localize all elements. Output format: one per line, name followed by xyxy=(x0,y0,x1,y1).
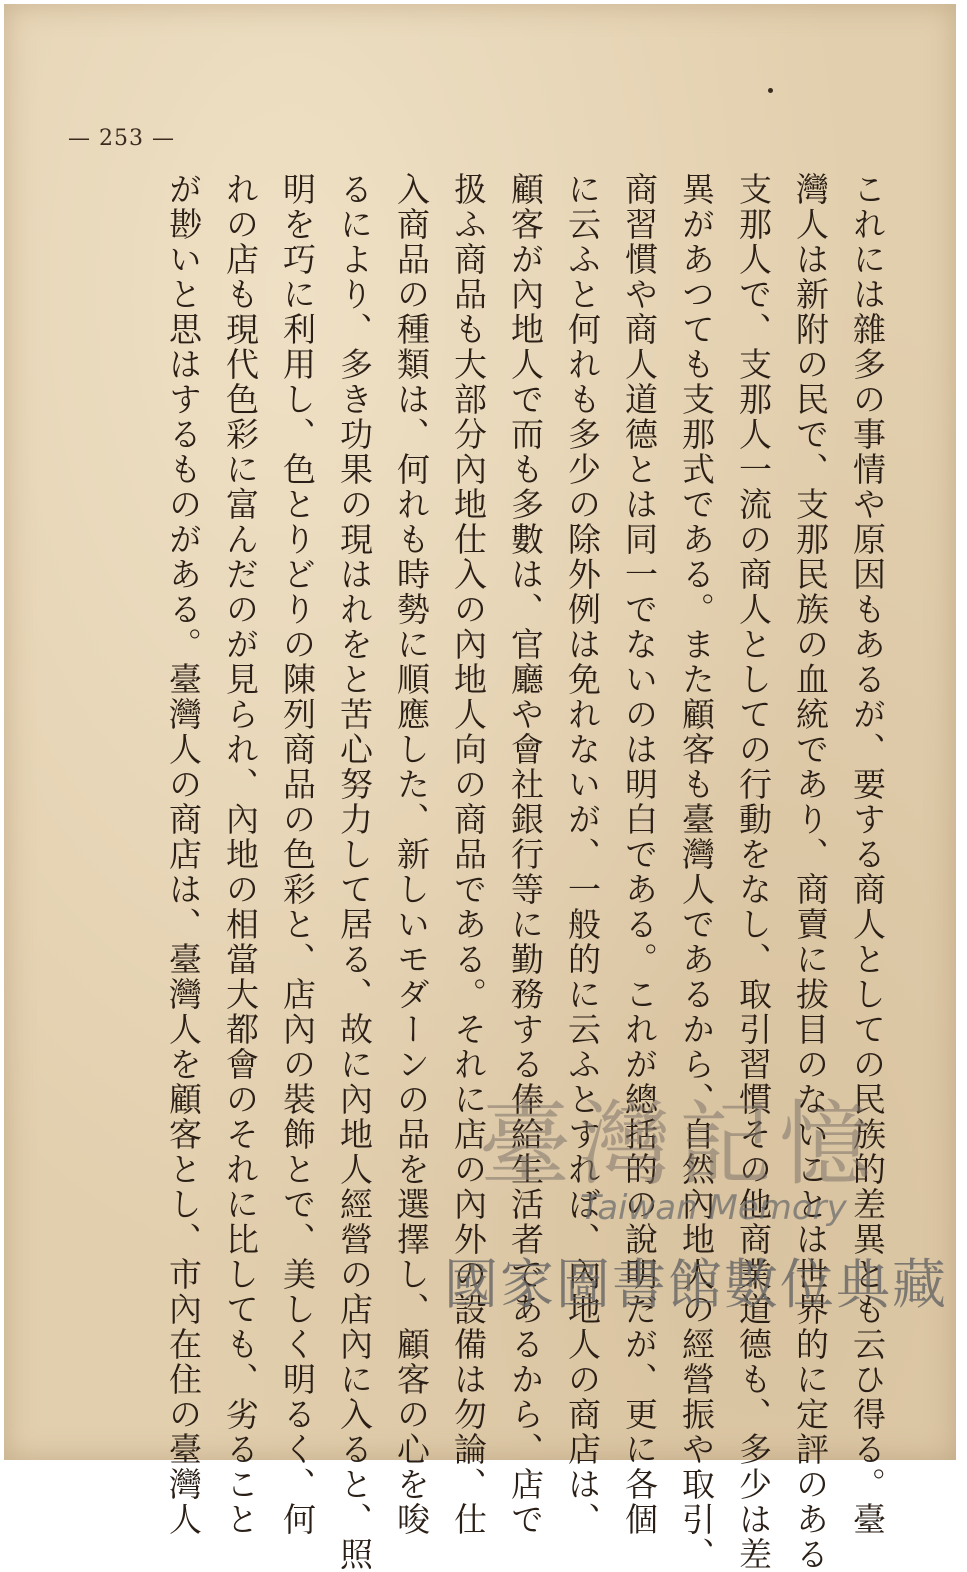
text-line: 顧客が內地人で而も多數は、官廳や會社銀行等に勤務する俸給生活者であるから、店で xyxy=(506,172,545,1537)
text-line: が尠いと思はするものがある。臺灣人の商店は、臺灣人を顧客とし、市內在住の臺灣人 xyxy=(164,172,203,1537)
text-line: れの店も現代色彩に富んだのが見られ、內地の相當大都會のそれに比しても、劣ること xyxy=(221,172,260,1537)
text-line: 支那人で、支那人一流の商人としての行動をなし、取引習慣その他商業道德も、多少は差 xyxy=(734,172,773,1572)
book-page xyxy=(4,4,956,1572)
text-line: 明を巧に利用し、色とりどりの陳列商品の色彩と、店內の裝飾とで、美しく明るく、何 xyxy=(278,172,317,1537)
text-line: るにより、多き功果の現はれをと苦心努力して居る、故に內地人經營の店內に入ると、照 xyxy=(335,172,374,1572)
page-number: — 253 — xyxy=(68,126,175,151)
text-line: これには雜多の事情や原因もあるが、要する商人としての民族的差異とも云ひ得る。臺 xyxy=(848,172,887,1537)
watermark-title: 臺灣記憶 xyxy=(478,1091,879,1198)
text-line: 入商品の種類は、何れも時勢に順應した、新しいモダーンの品を選擇し、顧客の心を唆 xyxy=(392,172,431,1537)
text-line: に云ふと何れも多少の除外例は免れないが、一般的に云ふとすれば、內地人の商店は、 xyxy=(563,172,602,1537)
ink-speck xyxy=(768,88,773,93)
text-line: 異があつても支那式である。また顧客も臺灣人であるから、自然內地人の經營振や取引、 xyxy=(677,172,716,1572)
text-line: 灣人は新附の民で、支那民族の血統であり、商賣に拔目のないことは世界的に定評のある xyxy=(791,172,830,1572)
text-line: 商習慣や商人道德とは同一でないのは明白である。これが總括的の說明だが、更に各個 xyxy=(620,172,659,1537)
watermark-organization: 國家圖書館數位典藏 xyxy=(444,1253,948,1316)
text-line: 扱ふ商品も大部分內地仕入の內地人向の商品である。それに店の內外の設備は勿論、仕 xyxy=(449,172,488,1537)
watermark-subtitle: Taiwan Memory xyxy=(580,1188,847,1228)
vertical-body-text xyxy=(155,172,896,1572)
